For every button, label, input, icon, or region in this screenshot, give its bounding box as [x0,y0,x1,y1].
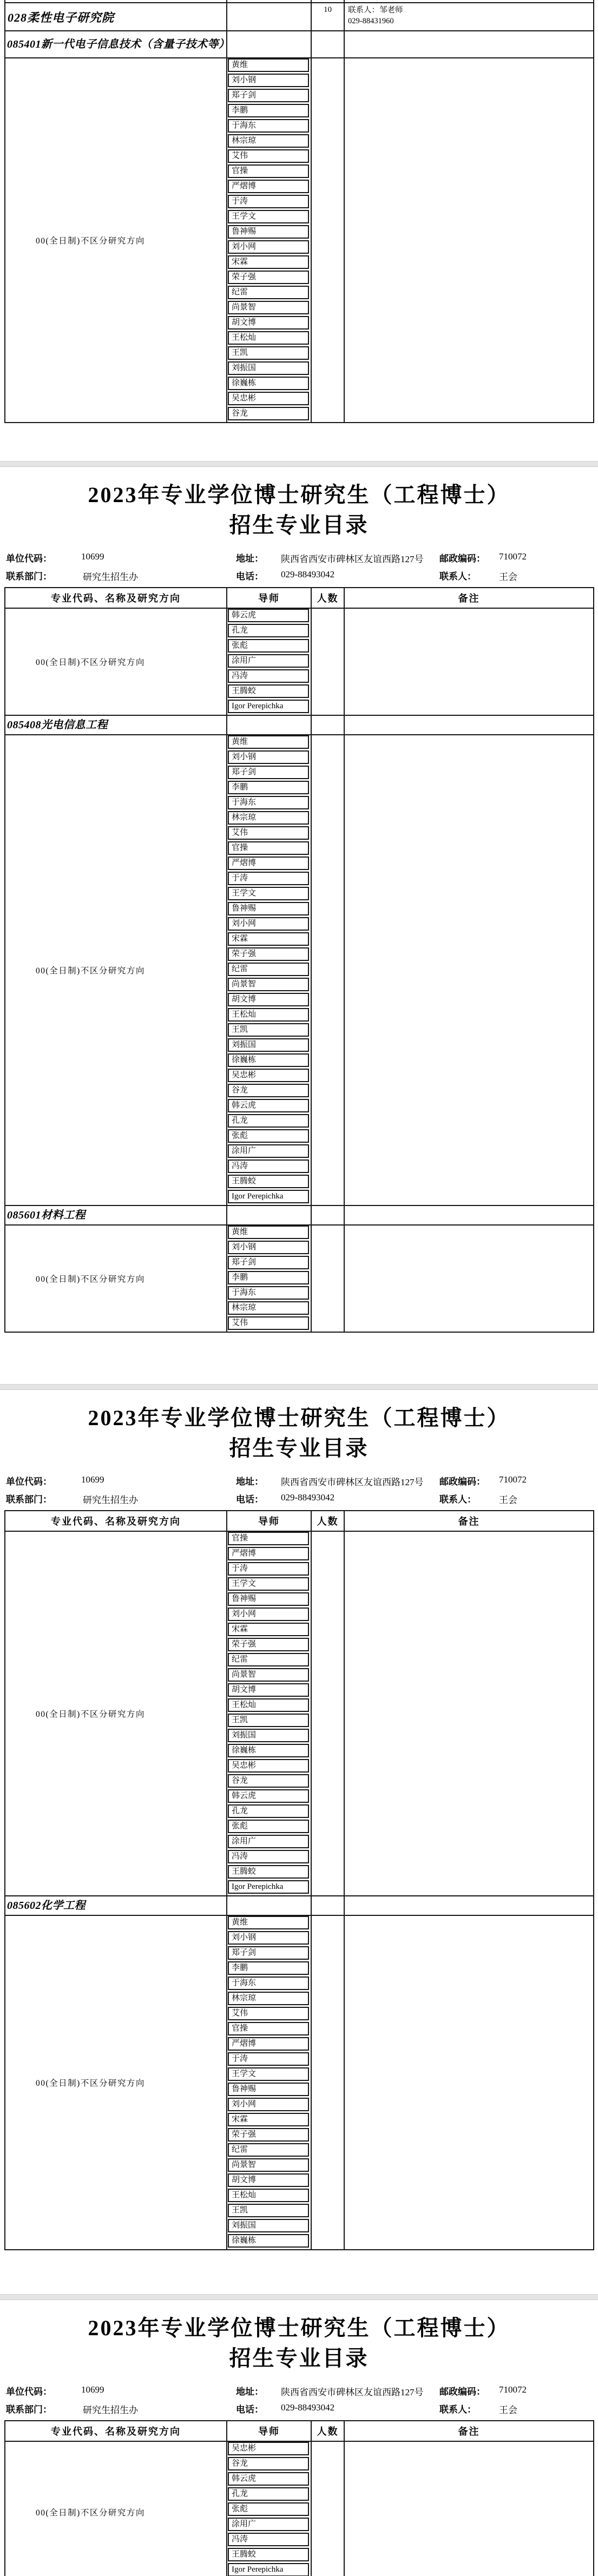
phone-label: 电话： [236,1494,264,1505]
page-3 [0,1390,598,2294]
page-title-line1: 2023年专业学位博士研究生（工程博士） [88,2316,510,2340]
advisor-cell: 宋霖 [228,2113,309,2126]
advisor-cell: 吴忠彬 [228,2442,309,2455]
advisor-cell: 冯涛 [228,2533,309,2546]
dept-label: 联系部门： [6,1494,52,1505]
advisor-cell: 官操 [228,841,309,855]
unit-code-value: 10699 [81,551,104,562]
advisor-list [227,1226,312,1332]
header-remark: 备注 [458,2426,480,2437]
institute-count: 10 [312,3,345,30]
advisor-cell: 纪雷 [228,286,309,299]
advisor-cell: 宋霖 [228,1623,309,1636]
advisor-cell: 冯涛 [228,1159,309,1173]
advisor-cell: 鲁神赐 [228,902,309,915]
contact-label: 联系人： [439,1494,476,1505]
advisor-cell: 张彪 [228,1129,309,1143]
page-title [0,1403,598,1464]
contact-value: 王会 [499,1495,517,1505]
advisor-cell: 徐巍栋 [228,1053,309,1067]
dept-value: 研究生招生办 [83,1495,138,1505]
remark-line: 联系人：邹老师 [348,6,403,15]
advisor-cell: 李鹏 [228,781,309,794]
advisor-cell: 林宗琼 [228,1301,309,1315]
address-label: 地址： [236,2387,264,2397]
advisor-cell: 孔龙 [228,1114,309,1128]
advisor-cell: 艾伟 [228,2007,309,2020]
major-name: 085401新一代电子信息技术（含量子技术等） [5,31,227,57]
advisor-cell: 林宗琼 [228,134,309,148]
advisor-cell: 荣子强 [228,947,309,961]
advisor-cell: 尚景智 [228,2158,309,2172]
advisor-cell: 张彪 [228,2502,309,2516]
advisor-cell: 王凯 [228,2204,309,2217]
unit-code-value: 10699 [81,2384,104,2395]
advisor-cell: 郑子剑 [228,1256,309,1269]
advisor-cell: 王凯 [228,346,309,360]
direction-block [5,735,593,1206]
header-major: 专业代码、名称及研究方向 [5,588,227,608]
advisor-cell: 刘小钢 [228,1931,309,1945]
contact-value: 王会 [499,2405,517,2415]
advisor-cell: 林宗琼 [228,811,309,825]
contact-label: 联系人： [439,571,476,582]
page-2 [0,467,598,1384]
advisor-cell: 吴忠彬 [228,1069,309,1082]
unit-code-label: 单位代码： [6,2387,52,2397]
postcode-value: 710072 [499,2384,527,2395]
phone-value: 029-88493042 [281,569,335,579]
advisor-cell: 胡文博 [228,1683,309,1697]
advisor-cell: 宋霖 [228,255,309,269]
phone-value: 029-88493042 [281,2402,335,2413]
advisor-cell: 于涛 [228,2052,309,2066]
advisor-cell: 韩云虎 [228,1789,309,1803]
page-title-line1: 2023年专业学位博士研究生（工程博士） [88,483,510,507]
direction-cell: 00(全日制)不区分研究方向 [5,1916,227,2249]
direction-block [5,1532,593,1896]
phone-label: 电话： [236,2404,264,2415]
major-row-085408 [5,716,593,735]
advisor-cell: 李鹏 [228,1961,309,1975]
advisor-cell: 王腾蛟 [228,2548,309,2561]
advisor-cell: 王松灿 [228,1008,309,1022]
advisor-cell: 涂用广 [228,1835,309,1848]
advisor-cell: 官操 [228,2022,309,2035]
direction-cell: 00(全日制)不区分研究方向 [5,58,227,422]
advisor-cell: 张彪 [228,1820,309,1833]
advisor-cell: Igor Perepichka [228,2563,309,2576]
advisor-cell: 吴忠彬 [228,392,309,405]
direction-block [5,609,593,716]
advisor-cell: 谷龙 [228,1084,309,1097]
header-major: 专业代码、名称及研究方向 [5,1511,227,1531]
advisor-list [227,58,312,422]
contact-label: 联系人： [439,2404,476,2415]
info-row [0,1489,598,1507]
advisor-cell: 鲁神赐 [228,225,309,239]
address-value: 陕西省西安市碑林区友谊西路127号 [281,2387,424,2397]
institute-remark [345,3,593,30]
advisor-cell: 胡文博 [228,2173,309,2187]
header-advisor: 导师 [227,1511,312,1531]
advisor-cell: 韩云虎 [228,1099,309,1112]
advisor-cell: 吴忠彬 [228,1759,309,1773]
unit-info [0,2381,598,2417]
advisor-cell: 王松灿 [228,1698,309,1712]
advisor-cell: 刘小钢 [228,1241,309,1254]
advisor-cell: 王松灿 [228,331,309,345]
advisor-cell: 张彪 [228,639,309,653]
advisor-cell: 官操 [228,1532,309,1545]
advisor-cell: 严熠博 [228,180,309,193]
advisor-cell: 王腾蛟 [228,1865,309,1879]
table-header-row [5,587,593,609]
major-row-085601 [5,1206,593,1226]
advisor-cell: 刘小钢 [228,74,309,87]
advisor-list [227,735,312,1205]
advisor-cell: 李鹏 [228,1271,309,1284]
dept-value: 研究生招生办 [83,2405,138,2415]
major-row-085602 [5,1896,593,1916]
page-title-line2: 招生专业目录 [229,1436,369,1460]
contact-value: 王会 [499,572,517,582]
unit-info [0,548,598,584]
header-count: 人数 [312,2421,345,2441]
major-name: 085408光电信息工程 [5,716,227,734]
advisor-cell: 郑子剑 [228,766,309,779]
unit-code-value: 10699 [81,1474,104,1485]
advisor-list [227,1916,312,2249]
address-label: 地址： [236,554,264,564]
advisor-list [227,1532,312,1895]
advisor-cell: 王腾蛟 [228,1175,309,1188]
advisor-cell: 严熠博 [228,2037,309,2051]
page-1-fragment [0,0,598,461]
advisor-cell: 荣子强 [228,1638,309,1651]
address-label: 地址： [236,1477,264,1487]
address-value: 陕西省西安市碑林区友谊西路127号 [281,554,424,564]
advisor-cell: 黄维 [228,735,309,749]
direction-cell: 00(全日制)不区分研究方向 [5,1532,227,1895]
advisor-cell: 于涛 [228,1562,309,1576]
advisor-cell: 严熠博 [228,857,309,870]
advisor-cell: 孔龙 [228,2487,309,2501]
header-major: 专业代码、名称及研究方向 [5,2421,227,2441]
catalog-table-fragment [4,2420,594,2576]
advisor-cell: 尚景智 [228,301,309,314]
advisor-cell: 黄维 [228,1226,309,1239]
direction-block [5,58,593,422]
advisor-cell: 于海东 [228,796,309,809]
advisor-cell: Igor Perepichka [228,1190,309,1203]
advisor-cell: 纪雷 [228,2143,309,2157]
institute-name: 028柔性电子研究院 [5,3,227,30]
page-separator [0,1384,598,1390]
direction-cell: 00(全日制)不区分研究方向 [5,2442,227,2576]
phone-label: 电话： [236,571,264,582]
advisor-list [227,2442,312,2576]
direction-cell: 00(全日制)不区分研究方向 [5,1226,227,1332]
direction-block [5,2442,593,2576]
advisor-cell: 刘振国 [228,361,309,375]
page-title-line2: 招生专业目录 [229,513,369,537]
advisor-cell: 艾伟 [228,1316,309,1330]
info-row [0,1471,598,1489]
advisor-cell: 艾伟 [228,826,309,840]
catalog-table [4,587,594,1333]
advisor-cell: 谷龙 [228,1774,309,1788]
header-remark: 备注 [458,1516,480,1527]
advisor-cell: 王学文 [228,2067,309,2081]
advisor-cell: 涂用广 [228,1144,309,1158]
page-title [0,2313,598,2374]
advisor-cell: 刘小网 [228,240,309,254]
advisor-cell: 王凯 [228,1714,309,1727]
advisor-cell: 刘振国 [228,1729,309,1742]
advisor-cell: 涂用广 [228,654,309,668]
advisor-cell: 于海东 [228,1286,309,1300]
header-remark: 备注 [458,593,480,604]
info-row [0,2399,598,2417]
advisor-cell: 王腾蛟 [228,684,309,698]
postcode-value: 710072 [499,551,527,562]
dept-label: 联系部门： [6,2404,52,2415]
info-row [0,548,598,566]
page-separator [0,2294,598,2300]
advisor-cell: 王学文 [228,887,309,900]
direction-cell: 00(全日制)不区分研究方向 [5,735,227,1205]
header-count: 人数 [312,1511,345,1531]
institute-row [5,3,593,31]
unit-code-label: 单位代码： [6,554,52,564]
advisor-cell: 谷龙 [228,407,309,420]
page-title-line1: 2023年专业学位博士研究生（工程博士） [88,1406,510,1430]
advisor-cell: Igor Perepichka [228,700,309,713]
advisor-cell: Igor Perepichka [228,1880,309,1894]
advisor-cell: 刘振国 [228,1038,309,1052]
dept-label: 联系部门： [6,571,52,582]
page-title [0,480,598,541]
advisor-cell: 孔龙 [228,624,309,637]
advisor-cell: 于涛 [228,195,309,208]
page-separator [0,461,598,467]
advisor-cell: 刘小网 [228,1607,309,1621]
advisor-cell: 韩云虎 [228,609,309,622]
phone-value: 029-88493042 [281,1492,335,1503]
advisor-cell: 胡文博 [228,993,309,1006]
major-row-085401 [5,31,593,58]
header-advisor: 导师 [227,588,312,608]
header-advisor: 导师 [227,2421,312,2441]
advisor-cell: 于涛 [228,872,309,885]
advisor-cell: 徐巍栋 [228,377,309,390]
advisor-cell: 徐巍栋 [228,2234,309,2248]
page-4-fragment [0,2300,598,2576]
advisor-cell: 冯涛 [228,669,309,683]
advisor-cell: 严熠博 [228,1547,309,1560]
page-header [0,1390,598,1507]
postcode-label: 邮政编码： [439,1477,485,1487]
catalog-table-fragment [4,0,594,423]
advisor-cell: 李鹏 [228,104,309,117]
advisor-cell: 郑子剑 [228,89,309,102]
unit-code-label: 单位代码： [6,1477,52,1487]
advisor-cell: 尚景智 [228,1668,309,1682]
advisor-cell: 胡文博 [228,316,309,330]
advisor-cell: 冯涛 [228,1850,309,1863]
advisor-cell: 尚景智 [228,978,309,991]
table-header-row [5,2420,593,2442]
advisor-cell: 鲁神赐 [228,2083,309,2096]
advisor-cell: 涂用广 [228,2518,309,2531]
major-name: 085602化学工程 [5,1896,227,1915]
direction-cell: 00(全日制)不区分研究方向 [5,609,227,715]
advisor-cell: 王凯 [228,1023,309,1037]
advisor-cell: 黄维 [228,58,309,72]
advisor-cell: 刘小网 [228,917,309,931]
postcode-value: 710072 [499,1474,527,1485]
direction-block [5,1916,593,2249]
advisor-cell: 郑子剑 [228,1946,309,1960]
advisor-cell: 刘振国 [228,2219,309,2232]
advisor-cell: 林宗琼 [228,1992,309,2005]
advisor-cell: 纪雷 [228,1653,309,1666]
page-header [0,2300,598,2417]
postcode-label: 邮政编码： [439,2387,485,2397]
advisor-cell: 于海东 [228,1977,309,1990]
advisor-cell: 徐巍栋 [228,1744,309,1757]
advisor-cell: 王学文 [228,210,309,223]
info-row [0,2381,598,2399]
advisor-cell: 刘小钢 [228,750,309,764]
advisor-cell: 韩云虎 [228,2472,309,2486]
major-name: 085601材料工程 [5,1206,227,1224]
unit-info [0,1471,598,1507]
advisor-list [227,609,312,715]
advisor-cell: 黄维 [228,1916,309,1929]
remark-line: 029-88431960 [348,17,394,25]
dept-value: 研究生招生办 [83,572,138,582]
table-header-row [5,1510,593,1532]
catalog-table [4,1510,594,2250]
page-header [0,467,598,584]
direction-block [5,1226,593,1332]
advisor-cell: 刘小网 [228,2098,309,2111]
address-value: 陕西省西安市碑林区友谊西路127号 [281,1477,424,1487]
advisor-cell: 荣子强 [228,2128,309,2142]
advisor-cell: 宋霖 [228,932,309,946]
page-title-line2: 招生专业目录 [229,2346,369,2370]
advisor-cell: 谷龙 [228,2457,309,2470]
info-row [0,566,598,584]
advisor-cell: 于海东 [228,119,309,133]
header-count: 人数 [312,588,345,608]
advisor-cell: 纪雷 [228,963,309,976]
advisor-cell: 艾伟 [228,149,309,163]
postcode-label: 邮政编码： [439,554,485,564]
advisor-cell: 荣子强 [228,271,309,284]
advisor-cell: 孔龙 [228,1804,309,1818]
advisor-cell: 官操 [228,164,309,178]
advisor-cell: 王松灿 [228,2189,309,2202]
advisor-cell: 鲁神赐 [228,1592,309,1606]
advisor-cell: 王学文 [228,1577,309,1591]
